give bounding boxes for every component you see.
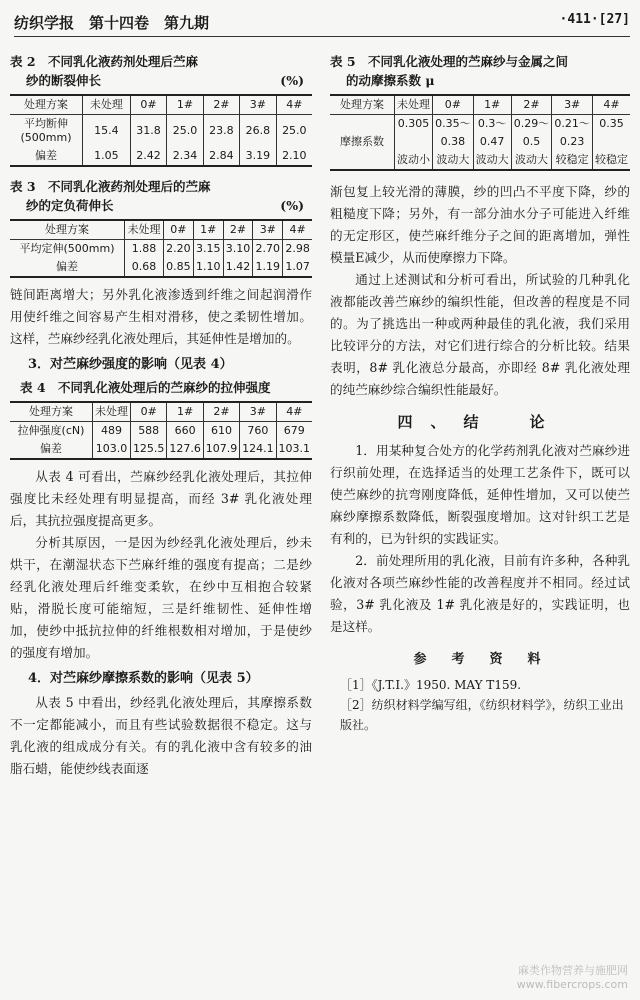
reference-list [330, 675, 630, 735]
table-row: 波动小 波动大 波动大 波动大 较稳定 较稳定 [330, 151, 630, 170]
journal-title: 纺织学报 第十四卷 第九期 [14, 14, 210, 32]
table-header: 0# [130, 95, 166, 115]
table-header: 处理方案 [10, 95, 83, 115]
table-row: 摩擦系数 0.305 0.35～ 0.3～ 0.29～ 0.21～ 0.35 [330, 115, 630, 134]
body-paragraph: 2．前处理所用的乳化液，目前有许多种，各种乳化液对各项苎麻纱性能的改善程度并不相同。经过试验，3# 乳化液及 1# 乳化液是好的，实践证明，也是这样。 [330, 553, 630, 634]
table4 [10, 401, 312, 460]
watermark: 麻类作物营养与施肥网 www.fibercrops.com [516, 964, 628, 991]
table2 [10, 94, 312, 167]
table-row: 偏差 103.0 125.5 127.6 107.9 124.1 103.1 [10, 440, 312, 459]
table5-caption: 表 5 不同乳化液处理的苎麻纱与金属之间 的动摩擦系数 μ [330, 54, 569, 88]
table3 [10, 219, 312, 278]
table-row: 平均定伸(500mm) 1.88 2.20 3.15 3.10 2.70 2.98 [10, 240, 312, 259]
table-header: 未处理 [83, 95, 131, 115]
table-row: 拉伸强度(cN) 489 588 660 610 760 679 [10, 422, 312, 441]
table-header: 4# [286, 405, 303, 418]
body-paragraph: 链间距离增大；另外乳化液渗透到纤维之间起润滑作用使纤维之间容易产生相对滑移，使之柔韧性增加。这样，苎麻纱经乳化液处理后，其延伸性是增加的。 [10, 287, 312, 346]
conclusion-heading: 四、结 论 [397, 413, 563, 431]
body-paragraph: 1．用某种复合处方的化学药剂乳化液对苎麻纱进行织前处理，在选择适当的处理工艺条件下，既可以使苎麻纱的抗弯刚度降低，延伸性增加，又可以使苎麻纱摩擦系数降低，断裂强度增加。这对针织工艺是有利的，已为针织的实践证实。 [330, 443, 630, 546]
page-header [14, 8, 630, 37]
table5 [330, 94, 630, 171]
table-header: 1# [473, 95, 511, 115]
body-paragraph: 渐包复上较光滑的薄膜，纱的凹凸不平度下降，纱的粗糙度下降；另外，有一部分油水分子可能进入纤维的无定形区，使苎麻纤维分子之间的距离增加，弹性模量E减少，从而使摩擦力下降。 [330, 184, 630, 265]
section-heading: 3．对苎麻纱强度的影响（见表 4） [28, 357, 233, 372]
reference-item: ［2］纺织材料学编写组，《纺织材料学》，纺织工业出版社。 [340, 698, 624, 732]
table-header: 1# [167, 95, 203, 115]
table-row: 偏差 0.68 0.85 1.10 1.42 1.19 1.07 [10, 258, 312, 277]
table-header: 3# [240, 402, 276, 422]
table-header: 2# [203, 402, 239, 422]
page-number: ·411·[27] [559, 12, 630, 27]
table-header: 未处理 [395, 95, 433, 115]
table-header: 未处理 [93, 402, 131, 422]
table3-caption: 表 3 不同乳化液药剂处理后的苎麻 纱的定负荷伸长 (%) [10, 179, 304, 213]
table-header: 0# [130, 402, 166, 422]
table-header: 3# [253, 220, 283, 240]
reference-item: ［1］《J.T.I.》1950. MAY T159. [340, 678, 522, 692]
table-header: 1# [167, 402, 203, 422]
table-row: 0.38 0.47 0.5 0.23 [330, 133, 630, 151]
table2-caption: 表 2 不同乳化液药剂处理后苎麻 纱的断裂伸长 (%) [10, 54, 304, 88]
table-header: 2# [511, 95, 552, 115]
table-header: 2# [203, 95, 239, 115]
table-header: 4# [286, 98, 303, 111]
table-header: 4# [603, 98, 620, 111]
table-header: 4# [289, 223, 306, 236]
table-header: 处理方案 [10, 402, 93, 422]
body-paragraph: 分析其原因，一是因为纱经乳化液处理后，纱未烘干，在潮湿状态下苎麻纤维的强度有提高；二是纱经乳化液处理后纤维变柔软，在纱中互相抱合较紧贴，滑脱长度可能缩短，三是纤维韧性、延伸性增加，使纱中抵抗拉伸的纤维根数相对增加，于是使纱的强度有增加。 [10, 535, 312, 660]
table-row: 平均断伸 (500mm) 15.4 31.8 25.0 23.8 26.8 25.0 [10, 115, 312, 148]
table-header: 未处理 [125, 220, 164, 240]
body-paragraph: 从表 4 可看出，苎麻纱经乳化液处理后，其拉伸强度比未经处理有明显提高，而经 3# 乳化液处理后，其抗拉强度提高更多。 [10, 469, 312, 528]
table-header: 处理方案 [330, 95, 395, 115]
table-row: 偏差 1.05 2.42 2.34 2.84 3.19 2.10 [10, 147, 312, 166]
right-column [330, 50, 630, 735]
table-header: 3# [552, 95, 593, 115]
table-header: 0# [433, 95, 474, 115]
body-paragraph: 通过上述测试和分析可看出，所试验的几种乳化液都能改善苎麻纱的编织性能，但改善的程度是不同的。为了挑选出一种或两种最佳的乳化液，我们采用比较评分的方法，对它们进行综合的分析比较。结果表明，8# 乳化液总分最高，亦即经 8# 乳化液处理的纯苎麻纱综合编织性能最好。 [330, 272, 630, 397]
table-header: 3# [240, 95, 276, 115]
left-column [10, 50, 312, 780]
table-header: 2# [223, 220, 253, 240]
table-header: 1# [193, 220, 223, 240]
table-header: 处理方案 [10, 220, 125, 240]
table4-caption: 表 4 不同乳化液处理后的苎麻纱的拉伸强度 [20, 380, 271, 395]
section-heading: 4．对苎麻纱摩擦系数的影响（见表 5） [28, 671, 259, 686]
references-heading: 参 考 资 料 [413, 652, 547, 667]
table-header: 0# [164, 220, 194, 240]
body-paragraph: 从表 5 中看出，纱经乳化液处理后，其摩擦系数不一定都能减小，而且有些试验数据很不稳定。这与乳化液的组成成分有关。有的乳化液中含有较多的油脂石蜡，能使纱线表面逐 [10, 695, 312, 776]
